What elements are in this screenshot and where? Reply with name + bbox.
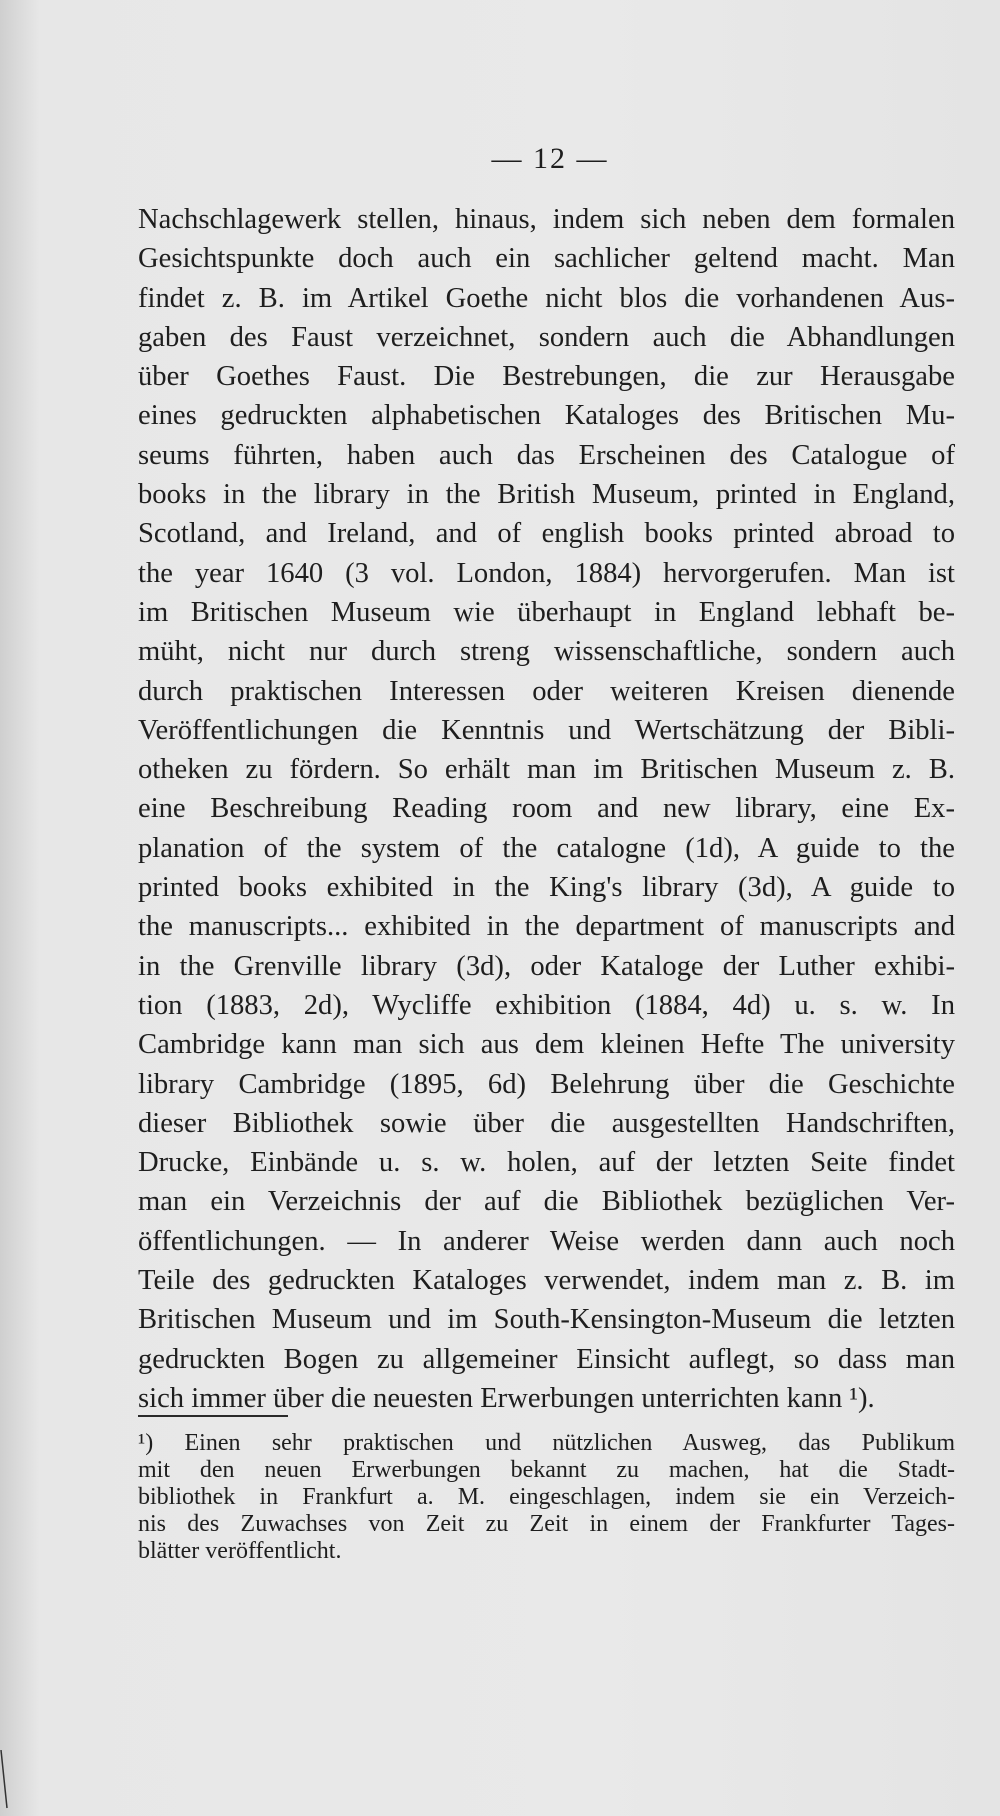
body-line: Britischen Museum und im South-Kensington-Museum die letzten xyxy=(138,1304,955,1336)
body-line: Veröffentlichungen die Kenntnis und Wertschätzung der Bibli- xyxy=(138,714,955,746)
body-line: in the Grenville library (3d), oder Kataloge der Luther exhibi- xyxy=(138,950,955,982)
body-line: eine Beschreibung Reading room and new library, eine Ex- xyxy=(138,793,955,825)
body-line: printed books exhibited in the King's library (3d), A guide to xyxy=(138,872,955,904)
footnote-line: blätter veröffentlicht. xyxy=(138,1538,342,1564)
body-line: seums führten, haben auch das Erscheinen des Catalogue of xyxy=(138,439,955,471)
body-line: tion (1883, 2d), Wycliffe exhibition (1884, 4d) u. s. w. In xyxy=(138,989,955,1021)
body-line: gaben des Faust verzeichnet, sondern auch die Abhandlungen xyxy=(138,321,955,353)
footnote-line: ¹) Einen sehr praktischen und nützlichen Ausweg, das Publikum xyxy=(138,1430,955,1456)
body-line: Nachschlagewerk stellen, hinaus, indem sich neben dem formalen xyxy=(138,204,955,235)
body-line: Drucke, Einbände u. s. w. holen, auf der letzten Seite findet xyxy=(138,1147,955,1179)
body-line: books in the library in the British Museum, printed in England, xyxy=(138,479,955,511)
footnote-line: nis des Zuwachses von Zeit zu Zeit in einem der Frankfurter Tages- xyxy=(138,1511,955,1537)
body-line: Cambridge kann man sich aus dem kleinen Hefte The university xyxy=(138,1029,955,1061)
footnote-divider xyxy=(138,1415,288,1417)
body-line: durch praktischen Interessen oder weiteren Kreisen dienende xyxy=(138,675,955,707)
body-line: the manuscripts... exhibited in the department of manuscripts and xyxy=(138,911,955,943)
body-text xyxy=(138,200,955,1418)
body-line: eines gedruckten alphabetischen Kataloges des Britischen Mu- xyxy=(138,400,955,432)
body-line: library Cambridge (1895, 6d) Belehrung über die Geschichte xyxy=(138,1068,955,1100)
footnotes xyxy=(138,1430,955,1565)
body-line: über Goethes Faust. Die Bestrebungen, die zur Herausgabe xyxy=(138,361,955,393)
page-number: — 12 — xyxy=(491,142,609,175)
body-line: the year 1640 (3 vol. London, 1884) hervorgerufen. Man ist xyxy=(138,557,955,589)
body-line: sich immer über die neuesten Erwerbungen unterrichten kann ¹). xyxy=(138,1382,875,1414)
body-line: otheken zu fördern. So erhält man im Britischen Museum z. B. xyxy=(138,754,955,786)
body-line: im Britischen Museum wie überhaupt in England lebhaft be- xyxy=(138,596,955,628)
body-line: dieser Bibliothek sowie über die ausgestellten Handschriften, xyxy=(138,1107,955,1139)
body-line: Gesichtspunkte doch auch ein sachlicher geltend macht. Man xyxy=(138,243,955,275)
body-line: planation of the system of the catalogne (1d), A guide to the xyxy=(138,832,955,864)
footnote-line: bibliothek in Frankfurt a. M. eingeschlagen, indem sie ein Verzeich- xyxy=(138,1484,955,1510)
body-line: man ein Verzeichnis der auf die Bibliothek bezüglichen Ver- xyxy=(138,1186,955,1218)
footnote-line: mit den neuen Erwerbungen bekannt zu machen, hat die Stadt- xyxy=(138,1457,955,1483)
body-line: müht, nicht nur durch streng wissenschaftliche, sondern auch xyxy=(138,636,955,668)
body-line: öffentlichungen. — In anderer Weise werden dann auch noch xyxy=(138,1225,955,1257)
body-line: gedruckten Bogen zu allgemeiner Einsicht auflegt, so dass man xyxy=(138,1343,955,1375)
body-line: Teile des gedruckten Kataloges verwendet, indem man z. B. im xyxy=(138,1265,955,1297)
body-line: findet z. B. im Artikel Goethe nicht blos die vorhandenen Aus- xyxy=(138,282,955,314)
body-line: Scotland, and Ireland, and of english books printed abroad to xyxy=(138,518,955,550)
page-edge-mark xyxy=(0,1750,8,1810)
